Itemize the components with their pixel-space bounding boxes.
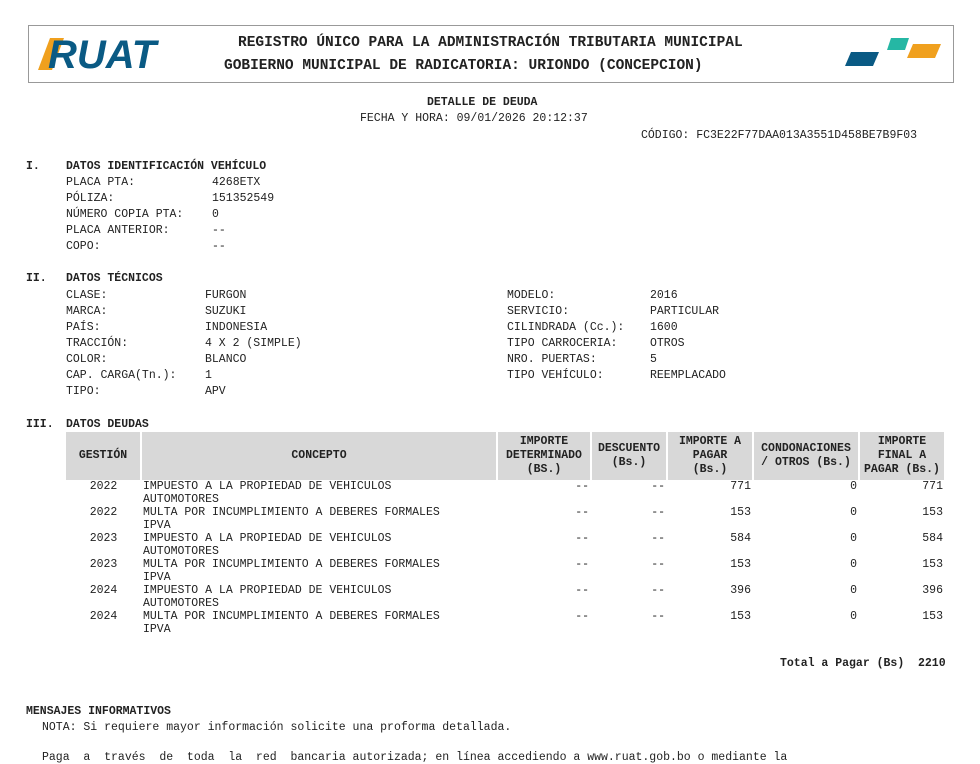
field-value: APV (205, 385, 226, 398)
field-label: CLASE: (66, 289, 108, 302)
cell-descuento: -- (651, 558, 665, 571)
cell-gestion: 2022 (89, 480, 118, 493)
messages-note: NOTA: Si requiere mayor información solicite una proforma detallada. (42, 721, 512, 734)
col-descuento: DESCUENTO (Bs.) (591, 432, 667, 480)
cell-concepto: MULTA POR INCUMPLIMIENTO A DEBERES FORMALES IPVA (143, 558, 440, 584)
field-label: PLACA PTA: (66, 176, 136, 189)
col-concepto: CONCEPTO (141, 432, 497, 480)
doc-datetime: FECHA Y HORA: 09/01/2026 20:12:37 (360, 112, 588, 125)
cell-importe-final: 153 (922, 506, 943, 519)
field-value: 2016 (650, 289, 678, 302)
col-condonaciones: CONDONACIONES / OTROS (Bs.) (753, 432, 859, 480)
cell-gestion: 2022 (89, 506, 118, 519)
field-label: CILINDRADA (Cc.): (507, 321, 625, 334)
field-value: 151352549 (212, 192, 275, 205)
field-label: TIPO CARROCERIA: (507, 337, 618, 350)
cell-condonaciones: 0 (850, 480, 857, 493)
cell-descuento: -- (651, 480, 665, 493)
table-row (66, 610, 945, 636)
field-value: PARTICULAR (650, 305, 720, 318)
field-label: NRO. PUERTAS: (507, 353, 597, 366)
col-gestion: GESTIÓN (66, 432, 141, 480)
section1-title: DATOS IDENTIFICACIÓN VEHÍCULO (66, 160, 267, 173)
cell-condonaciones: 0 (850, 532, 857, 545)
field-label: COLOR: (66, 353, 108, 366)
svg-text:RUAT: RUAT (48, 33, 157, 74)
cell-gestion: 2023 (89, 532, 118, 545)
field-value: 1 (205, 369, 212, 382)
messages-title: MENSAJES INFORMATIVOS (26, 705, 171, 718)
field-label: MARCA: (66, 305, 108, 318)
col-importe-pagar: IMPORTE A PAGAR (Bs.) (667, 432, 753, 480)
field-label: TIPO VEHÍCULO: (507, 369, 604, 382)
ruat-mark-icon (845, 36, 945, 74)
debt-table (66, 432, 946, 636)
field-label: SERVICIO: (507, 305, 570, 318)
field-value: -- (212, 240, 226, 253)
field-label: TRACCIÓN: (66, 337, 129, 350)
cell-descuento: -- (651, 506, 665, 519)
field-label: PAÍS: (66, 321, 101, 334)
field-value: 1600 (650, 321, 678, 334)
field-label: PÓLIZA: (66, 192, 115, 205)
cell-importe-pagar: 153 (730, 558, 751, 571)
table-row (66, 480, 945, 506)
field-label: TIPO: (66, 385, 101, 398)
cell-gestion: 2024 (89, 584, 118, 597)
cell-importe-pagar: 584 (730, 532, 751, 545)
header-title-line2: GOBIERNO MUNICIPAL DE RADICATORIA: URIONDO (CONCEPCION) (224, 58, 703, 74)
cell-concepto: IMPUESTO A LA PROPIEDAD DE VEHICULOS AUTOMOTORES (143, 532, 392, 558)
table-row (66, 584, 945, 610)
cell-condonaciones: 0 (850, 610, 857, 623)
doc-code: CÓDIGO: FC3E22F77DAA013A3551D458BE7B9F03 (641, 129, 918, 142)
section1-num: I. (26, 160, 40, 173)
cell-gestion: 2023 (89, 558, 118, 571)
section2-title: DATOS TÉCNICOS (66, 272, 163, 285)
ruat-logo (34, 30, 196, 78)
cell-concepto: IMPUESTO A LA PROPIEDAD DE VEHICULOS AUTOMOTORES (143, 584, 392, 610)
cell-importe-final: 153 (922, 558, 943, 571)
field-value: SUZUKI (205, 305, 247, 318)
cell-importe-determinado: -- (575, 558, 589, 571)
header-title-line1: REGISTRO ÚNICO PARA LA ADMINISTRACIÓN TRIBUTARIA MUNICIPAL (238, 35, 743, 51)
cell-descuento: -- (651, 532, 665, 545)
field-label: CAP. CARGA(Tn.): (66, 369, 177, 382)
field-value: -- (212, 224, 226, 237)
ruat-logo-icon (34, 30, 196, 74)
field-value: OTROS (650, 337, 685, 350)
cell-condonaciones: 0 (850, 558, 857, 571)
cell-importe-final: 771 (922, 480, 943, 493)
field-value: INDONESIA (205, 321, 268, 334)
cell-importe-pagar: 153 (730, 610, 751, 623)
col-importe-final: IMPORTE FINAL A PAGAR (Bs.) (859, 432, 945, 480)
total-label: Total a Pagar (Bs) (780, 657, 905, 670)
table-row (66, 558, 945, 584)
cell-importe-pagar: 153 (730, 506, 751, 519)
field-value: BLANCO (205, 353, 247, 366)
field-value: FURGON (205, 289, 247, 302)
field-label: COPO: (66, 240, 101, 253)
field-value: 4 X 2 (SIMPLE) (205, 337, 302, 350)
field-label: MODELO: (507, 289, 556, 302)
cell-importe-determinado: -- (575, 506, 589, 519)
field-value: 0 (212, 208, 219, 221)
messages-paga: Paga a través de toda la red bancaria autorizada; en línea accediendo a www.ruat.gob.bo o mediante la (42, 751, 788, 764)
field-value: REEMPLACADO (650, 369, 726, 382)
table-header-row (66, 432, 945, 480)
cell-importe-determinado: -- (575, 532, 589, 545)
doc-title: DETALLE DE DEUDA (427, 96, 538, 109)
field-value: 4268ETX (212, 176, 261, 189)
table-row (66, 506, 945, 532)
cell-concepto: MULTA POR INCUMPLIMIENTO A DEBERES FORMALES IPVA (143, 610, 440, 636)
table-row (66, 532, 945, 558)
cell-descuento: -- (651, 610, 665, 623)
col-importe-determinado: IMPORTE DETERMINADO (BS.) (497, 432, 591, 480)
cell-importe-determinado: -- (575, 584, 589, 597)
cell-condonaciones: 0 (850, 506, 857, 519)
cell-importe-final: 153 (922, 610, 943, 623)
field-value: 5 (650, 353, 657, 366)
cell-importe-final: 396 (922, 584, 943, 597)
field-label: PLACA ANTERIOR: (66, 224, 170, 237)
total-value: 2210 (918, 657, 946, 670)
cell-descuento: -- (651, 584, 665, 597)
section2-num: II. (26, 272, 47, 285)
section3-num: III. (26, 418, 54, 431)
cell-gestion: 2024 (89, 610, 118, 623)
section3-title: DATOS DEUDAS (66, 418, 149, 431)
cell-importe-determinado: -- (575, 610, 589, 623)
cell-importe-pagar: 771 (730, 480, 751, 493)
cell-importe-pagar: 396 (730, 584, 751, 597)
cell-condonaciones: 0 (850, 584, 857, 597)
cell-importe-final: 584 (922, 532, 943, 545)
field-label: NÚMERO COPIA PTA: (66, 208, 184, 221)
cell-concepto: IMPUESTO A LA PROPIEDAD DE VEHICULOS AUTOMOTORES (143, 480, 392, 506)
cell-concepto: MULTA POR INCUMPLIMIENTO A DEBERES FORMALES IPVA (143, 506, 440, 532)
cell-importe-determinado: -- (575, 480, 589, 493)
